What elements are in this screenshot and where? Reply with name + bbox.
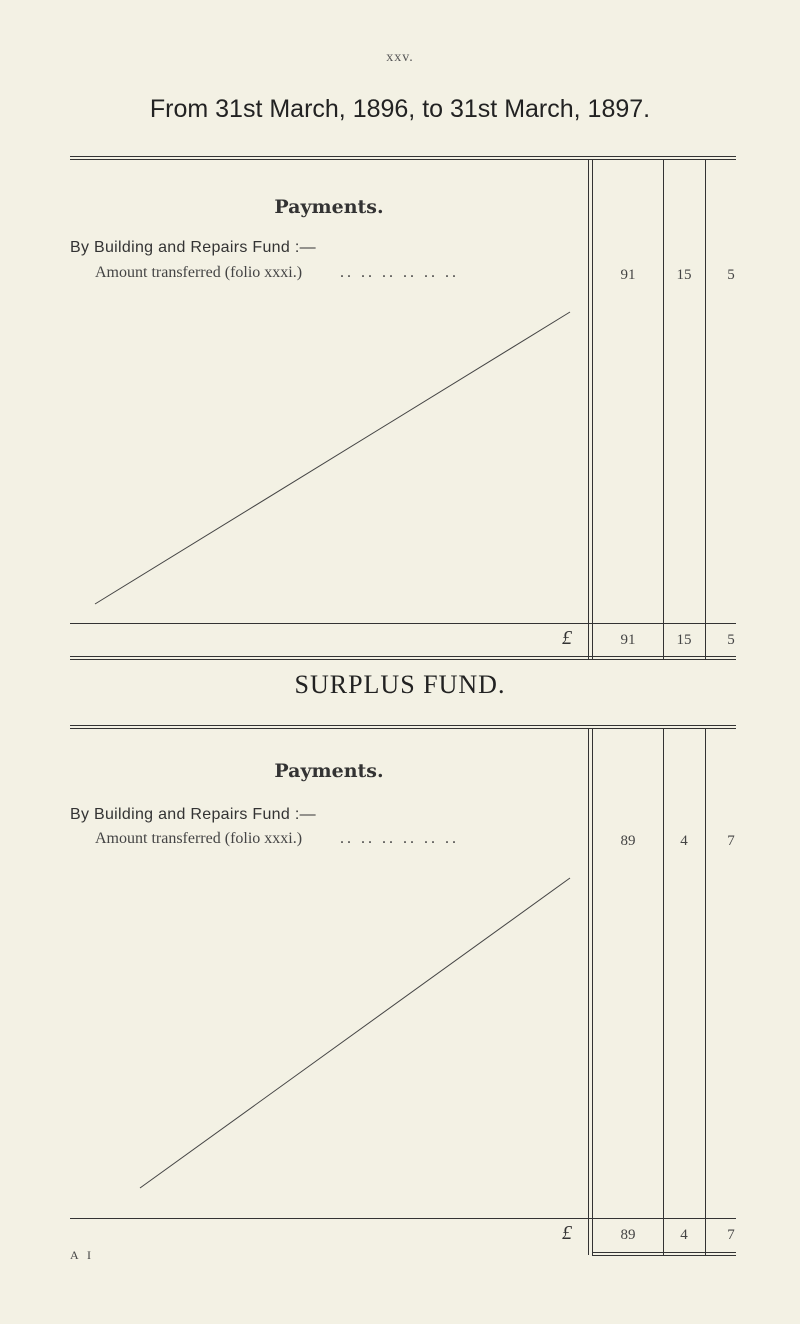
table2-total-symbol: £ bbox=[562, 1222, 572, 1244]
page-heading: From 31st March, 1896, to 31st March, 1897. bbox=[149, 95, 651, 123]
table2-amount-pence: 7 bbox=[727, 833, 735, 849]
table1-total-pence: 5 bbox=[727, 632, 735, 648]
table2-entry-desc: Amount transferred (folio xxxi.) bbox=[95, 830, 303, 847]
table2-total-pence: 7 bbox=[727, 1227, 735, 1243]
table1-amount-pence: 5 bbox=[727, 267, 735, 283]
table2-total-shillings: 4 bbox=[680, 1227, 688, 1243]
table2-entry-title: By Building and Repairs Fund :— bbox=[70, 806, 316, 823]
table2-leaders: .. .. .. .. .. .. bbox=[340, 830, 459, 847]
table2-total-rule bbox=[70, 1218, 736, 1219]
table1-amount-shillings: 15 bbox=[676, 267, 692, 283]
table2-total-pounds: 89 bbox=[620, 1227, 636, 1243]
table1-total-symbol: £ bbox=[562, 627, 572, 649]
table2-bottom-rule bbox=[592, 1252, 736, 1253]
table1-entry-desc: Amount transferred (folio xxxi.) bbox=[95, 264, 303, 281]
table1-amount-pounds: 91 bbox=[620, 267, 636, 283]
table1-entry-title: By Building and Repairs Fund :— bbox=[70, 239, 316, 256]
table2-bottom-rule-2 bbox=[592, 1255, 736, 1256]
signature-mark: A I bbox=[70, 1248, 94, 1262]
table1-total-shillings: 15 bbox=[676, 632, 692, 648]
section-title: SURPLUS FUND. bbox=[294, 670, 506, 699]
table2-amount-pounds: 89 bbox=[620, 833, 636, 849]
table1-total-pounds: 91 bbox=[620, 632, 636, 648]
table2-section-label: Payments. bbox=[274, 760, 384, 782]
table1-leaders: .. .. .. .. .. .. bbox=[340, 264, 459, 281]
table2-amount-shillings: 4 bbox=[680, 833, 688, 849]
page-number: xxv. bbox=[386, 50, 414, 65]
table1-section-label: Payments. bbox=[274, 196, 384, 218]
